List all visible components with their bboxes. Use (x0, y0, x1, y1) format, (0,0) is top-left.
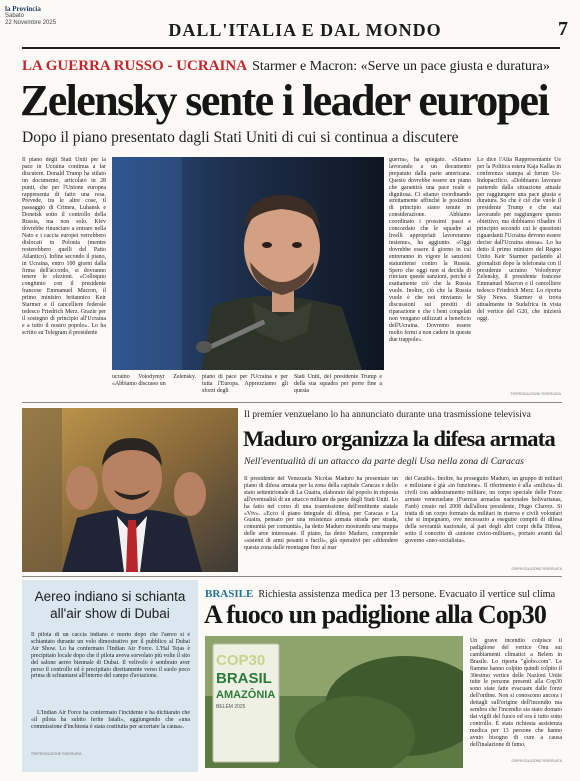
lead-kicker-text: Starmer e Macron: «Serve un pace giusta e duratura» (252, 59, 550, 74)
lead-column-3: guerra», ha spiegato. «Stiamo lavorando a un documento preparato dalla parte americana. Questo dovrebbe essere un piano che garantirà una pace reale e dignitosa. Ci stiamo coordinando strettamente affinché le posizioni di principio siano tenute in considerazione. Abbiamo coordinato i prossimi passi e concordato che le squadre ai livelli appropriati lavoreranno insieme», ha aggiunto. «Oggi dovrebbe essere il giorno in cui entreranno in vigore le sanzioni statunitensi contro la Russia. Spero che oggi non si decida di rinviare queste sanzioni, perché è esattamente ciò che la Russia vuole. Inoltre, ciò che la Russia vuole è che noi rinviamo le discussioni sui prestiti di riparazione e che i beni congelati non vengano utilizzati a beneficio dell'Ucraina. Dovremo essere molto fermi a non cadere in queste due trappole». (389, 157, 471, 343)
maduro-kicker: Il premier venzuelano lo ha annunciato durante una trasmissione televisiva (244, 409, 531, 420)
brasile-headline: A fuoco un padiglione alla Cop30 (204, 600, 547, 629)
dubai-credit: ©RIPRODUZIONE RISERVATA (31, 752, 82, 756)
page-number: 7 (558, 18, 568, 40)
lead-kicker (22, 55, 562, 75)
paper-name: la Provincia (5, 5, 41, 13)
cop30-sign-line-1: COP30 (216, 652, 266, 669)
maduro-photo (22, 408, 238, 572)
maduro-subhead: Nell'eventualità di un attacco da parte degli Usa nella zona di Caracas (244, 456, 524, 467)
brasile-kicker-text: Richiesta assistenza medica per 13 persone. Evacuato il vertice sul clima (258, 589, 556, 598)
maduro-column-1: Il presidente del Venezuela Nicolas Maduro ha presentato un piano di difesa armata per la zona della capitale Caracas e dello stato settentrionale di La Guaira, elaborato dal popolo in risposta all'eventualità di un attacco militare da parte degli Stati Uniti. Lo ha fatto nel corso di una trasmissione dell'emittente statale «Vtv». «Ecco il piano integrale di difesa, per Caracas e La Guaira, pensato per una resistenza armata strada per strada, comunità per comunità», ha detto Maduro mostrando una mappa delle aree interessate. Il piano, ha detto Maduro, comprende «sistemi di armi pesanti e fucili», già operativi per «difendere questa zona dalle montagne fino al mar (244, 476, 398, 552)
maduro-credit: ©RIPRODUZIONE RISERVATA (511, 567, 562, 571)
dubai-body-p1: Il pilota di un caccia indiano è morto dopo che l'aereo si è schiantato durante un volo dimostrativo per il pubblico al Dubai Air Show. Lo ha confermato l'Indian Air Force. L'Hal Tejas è precipitato locale dopo che il pilota aveva sorvolato più volte il sito del salone aereo biennale di Dubai. Il velivolo è sembrato aver perso il controllo ed è precipitato direttamente verso il suolo poco prima di schiantarsi all'interno del campo d'aviazione. (31, 632, 190, 680)
lead-headline: Zelensky sente i leader europei (20, 76, 549, 125)
dubai-headline: Aereo indiano si schianta all'air show di Dubai (34, 589, 186, 621)
cop30-sign-line-4: BELÉM 2025 (216, 704, 246, 710)
zelensky-photo (112, 157, 384, 370)
rule-2 (22, 576, 562, 577)
lead-subhead: Dopo il piano presentato dagli Stati Uniti di cui si continua a discutere (22, 129, 459, 146)
masthead (5, 5, 105, 27)
lead-kicker-red: LA GUERRA RUSSO - UCRAINA (22, 58, 248, 74)
lead-column-1: Il piano degli Stati Uniti per la pace in Ucraina continua a far discutere. Donald Trump ha stilato un documento, articolato in 28 punti, che per l'Unione europea rappresenta di fatto una resa. Prevede, tra le altre cose, il passaggio di Crimea, Luhansk e Donetsk sotto il controllo della Russia, ma non solo. Kiev dovrebbe rinunciare a entrare nella Nato e i caccia europei verrebbero dislocati in Polonia (mentre resterebbero quelli del Patto Atlantico). Infine secondo il piano, in Ucraina, entro 100 giorni dalla firma dell'accordo, si dovranno tenere le elezioni. «Colloquio congiunto con il presidente francese Emmanuel Macron, il primo ministro britannico Keir Starmer e il cancelliere federale tedesco Friedrich Merz. Grazie per il sostegno di principio all'Ucraina e a tutto il nostro popolo». Lo ha scritto su Telegram il presidente (22, 157, 106, 336)
lead-photo-caption-col-2: piano di pace per l'Ucraina e per tutta l'Europa. Apprezziamo gli sforzi degli (202, 374, 288, 394)
issue-date: 22 Novembre 2025 (5, 20, 57, 26)
lead-photo-caption-col-1: ucraino Volodymyr Zelensky. «Abbiamo discusso un (112, 374, 196, 387)
rule-1 (22, 402, 562, 403)
lead-column-4: Lo dice l'Alta Rappresentante Ue per la Politica estera Kaja Kallas in conferenza stampa al forum Ue-Indopacifico. «Dobbiamo lavorare partendo dalla situazione attuale per raggiungere una pace giusta e duratura. So che è ciò che vuole il presidente Trump e che stai lavorando per raggiungere questo obiettivo, ma dobbiamo ribadire il principio secondo cui le questioni riguardanti l'Ucraina devono essere decise dall'Ucraina stessa». Lo ha detto il primo ministro del Regno Unito Keir Starmer parlando al giornalisti dopo la telefonata con il presidente ucraino Volodymyr Zelensky, il presidente francese Emmanuel Macron e il cancelliere tedesco Friedrich Merz. Lo riporta Sky News. Starmer si trova attualmente in Sudafrica in vista del vertice del G20, che inizierà oggi. (477, 157, 561, 322)
cop30-sign-line-3: AMAZÔNIA (216, 689, 276, 701)
lead-photo-caption-col-3: Stati Uniti, del presidente Trump e della sua squadra per porre fine a questa (294, 374, 382, 394)
brasile-kicker-blue: BRASILE (205, 588, 254, 598)
brasile-body: Un grave incendio colpisce il padiglione del vertice Onu sui cambiamenti climatici a Belem in Brasile. Lo riporta "globo.com". Le fiamme hanno colpito quindi colpito il 30esimo vertice delle Nazioni Unite tutte le persone presenti alla Cop30 sono state fatte evacuare dalle forze dell'ordine. Non si conoscono ancora i dettagli sull'origine dell'incendio ma sembra che l'incendio sia stato domato dai vigili del fuoco ed ora è tutto sotto controllo. È stata richiesta assistenza medica per 13 persone che hanno avuto bisogno di cure a causa dell'inalazione di fumo. (470, 638, 562, 748)
dubai-body-p2: L'Indian Air Force ha confermato l'incidente e ha dichiarato che «il pilota ha subito ferite fatali», aggiungendo che «una commissione d'inchiesta è stata costituita per accertare la causa». (31, 710, 190, 730)
zelensky-illustration (112, 157, 384, 370)
maduro-illustration (22, 408, 238, 572)
issue-day: Sabato (5, 13, 25, 19)
cop30-sign-line-2: BRASIL (216, 670, 272, 687)
maduro-column-2: dei Caraibi». Inoltre, ha proseguito Maduro, un gruppo di militari e miliziane è già «in funzione». Il riferimento è alla «milizia» di civili con addestramento militare, un corpo speciale delle Forze armate venezuelane (Fuerzas armadas nacionales bolivarianas, Fanb) creato nel 2008 dall'allora presidente, Hugo Chavez. Si tratta di un corpo formato da militari in riserva e civili volontari che si impegnano, ove necessario a eseguire compiti di difesa della sovranità nazionale, al pari degli altri corpi della Difesa, sotto il concetto di «unione civico-militare», portato avanti dal governo «neo-socialista». (405, 476, 562, 545)
header-rule (22, 47, 560, 49)
maduro-headline: Maduro organizza la difesa armata (243, 426, 555, 451)
section-title: DALL'ITALIA E DAL MONDO (168, 20, 442, 40)
brasile-credit: ©RIPRODUZIONE RISERVATA (511, 759, 562, 763)
brasile-kicker (205, 582, 563, 598)
lead-credit: ©RIPRODUZIONE RISERVATA (510, 392, 561, 396)
